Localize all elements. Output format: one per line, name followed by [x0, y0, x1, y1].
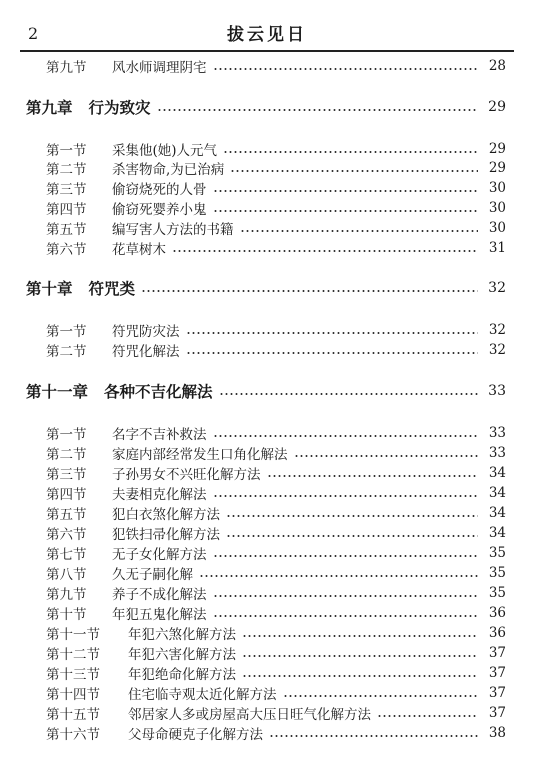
toc-chapter-row [0, 95, 534, 119]
entry-title: 各种不吉化解法 [104, 383, 213, 401]
entry-title: 风水师调理阴宅 [112, 60, 207, 76]
entry-title: 符咒化解法 [112, 344, 180, 360]
toc-section-row [0, 523, 534, 543]
entry-page-number: 34 [488, 485, 506, 501]
entry-page-number: 33 [488, 383, 506, 399]
page-header [20, 18, 514, 44]
toc-section-row [0, 443, 534, 463]
entry-title: 符咒防灾法 [112, 324, 180, 340]
dot-leader [242, 675, 478, 677]
entry-page-number: 34 [488, 525, 506, 541]
dot-leader [172, 250, 478, 252]
entry-page-number: 30 [488, 200, 506, 216]
toc-section-row [0, 723, 534, 743]
entry-title: 父母命硬克子化解方法 [128, 727, 263, 743]
entry-number: 第十一章 [26, 383, 89, 401]
dot-leader [157, 109, 478, 111]
entry-page-number: 32 [488, 342, 506, 358]
toc-section-row [0, 158, 534, 178]
dot-leader [242, 655, 478, 657]
toc-section-row [0, 238, 534, 258]
dot-leader [213, 210, 479, 212]
entry-title: 采集他(她)人元气 [112, 143, 218, 159]
entry-title: 偷窃死婴养小鬼 [112, 202, 207, 218]
dot-leader [242, 635, 478, 637]
entry-page-number: 37 [488, 665, 506, 681]
entry-title: 花草树木 [112, 242, 166, 258]
entry-number: 第九节 [46, 60, 87, 76]
entry-title: 邻居家人多或房屋高大压日旺气化解方法 [128, 707, 371, 723]
entry-number: 第七节 [46, 547, 87, 563]
entry-number: 第十六节 [46, 727, 100, 743]
page-number: 2 [28, 24, 39, 43]
entry-number: 第一节 [46, 427, 87, 443]
entry-title: 夫妻相克化解法 [112, 487, 207, 503]
entry-page-number: 33 [488, 425, 506, 441]
dot-leader [186, 352, 479, 354]
entry-page-number: 35 [488, 545, 506, 561]
entry-title: 符咒类 [88, 280, 136, 298]
entry-title: 杀害物命,为已治病 [112, 162, 225, 178]
entry-number: 第十二节 [46, 647, 100, 663]
entry-number: 第十四节 [46, 687, 100, 703]
entry-page-number: 35 [488, 585, 506, 601]
toc-section-row [0, 563, 534, 583]
dot-leader [213, 435, 479, 437]
toc-section-row [0, 56, 534, 76]
dot-leader [240, 230, 479, 232]
entry-page-number: 33 [488, 445, 506, 461]
entry-title: 年犯六害化解方法 [128, 647, 236, 663]
entry-title: 久无子嗣化解 [112, 567, 193, 583]
toc-section-row [0, 198, 534, 218]
toc-chapter-row [0, 379, 534, 403]
entry-page-number: 32 [488, 322, 506, 338]
entry-title: 无子女化解方法 [112, 547, 207, 563]
entry-number: 第九章 [26, 99, 73, 117]
toc-section-row [0, 218, 534, 238]
dot-leader [230, 170, 478, 172]
entry-page-number: 31 [488, 240, 506, 256]
entry-page-number: 29 [488, 141, 506, 157]
toc-section-row [0, 543, 534, 563]
entry-page-number: 36 [488, 625, 506, 641]
entry-number: 第十一节 [46, 627, 100, 643]
dot-leader [199, 575, 478, 577]
entry-page-number: 34 [488, 505, 506, 521]
entry-title: 偷窃烧死的人骨 [112, 182, 207, 198]
entry-number: 第五节 [46, 507, 87, 523]
entry-number: 第四节 [46, 487, 87, 503]
dot-leader [213, 555, 479, 557]
dot-leader [141, 290, 478, 292]
entry-title: 住宅临寺观太近化解方法 [128, 687, 277, 703]
entry-title: 编写害人方法的书籍 [112, 222, 234, 238]
dot-leader [269, 735, 478, 737]
entry-title: 犯铁扫帚化解方法 [112, 527, 220, 543]
toc-section-row [0, 340, 534, 360]
toc-section-row [0, 583, 534, 603]
dot-leader [223, 151, 478, 153]
entry-number: 第三节 [46, 182, 87, 198]
toc-section-row [0, 663, 534, 683]
entry-number: 第十节 [46, 607, 87, 623]
entry-page-number: 30 [488, 180, 506, 196]
dot-leader [219, 393, 478, 395]
entry-number: 第二节 [46, 162, 87, 178]
entry-title: 名字不吉补救法 [112, 427, 207, 443]
toc-section-row [0, 703, 534, 723]
entry-number: 第一节 [46, 143, 87, 159]
entry-number: 第三节 [46, 467, 87, 483]
dot-leader [213, 615, 479, 617]
dot-leader [283, 695, 479, 697]
entry-number: 第二节 [46, 447, 87, 463]
toc-section-row [0, 643, 534, 663]
entry-number: 第六节 [46, 527, 87, 543]
toc-section-row [0, 139, 534, 159]
book-title: 拔云见日 [227, 25, 307, 45]
toc-section-row [0, 178, 534, 198]
dot-leader [377, 715, 478, 717]
toc-section-row [0, 683, 534, 703]
entry-number: 第四节 [46, 202, 87, 218]
entry-number: 第十五节 [46, 707, 100, 723]
toc-section-row [0, 503, 534, 523]
entry-page-number: 30 [488, 220, 506, 236]
toc-section-row [0, 603, 534, 623]
dot-leader [213, 495, 479, 497]
dot-leader [213, 68, 479, 70]
toc-section-row [0, 320, 534, 340]
toc-section-row [0, 463, 534, 483]
dot-leader [213, 190, 479, 192]
entry-title: 家庭内部经常发生口角化解法 [112, 447, 288, 463]
entry-number: 第五节 [46, 222, 87, 238]
toc-section-row [0, 423, 534, 443]
entry-number: 第十三节 [46, 667, 100, 683]
entry-page-number: 29 [488, 160, 506, 176]
entry-title: 年犯六煞化解方法 [128, 627, 236, 643]
entry-page-number: 28 [488, 58, 506, 74]
entry-page-number: 34 [488, 465, 506, 481]
entry-number: 第一节 [46, 324, 87, 340]
entry-title: 年犯绝命化解方法 [128, 667, 236, 683]
entry-title: 犯白衣煞化解方法 [112, 507, 220, 523]
dot-leader [294, 455, 479, 457]
entry-page-number: 35 [488, 565, 506, 581]
header-rule [20, 50, 514, 52]
entry-page-number: 38 [488, 725, 506, 741]
toc-section-row [0, 623, 534, 643]
entry-page-number: 32 [488, 280, 506, 296]
dot-leader [186, 332, 479, 334]
entry-number: 第九节 [46, 587, 87, 603]
toc-section-row [0, 483, 534, 503]
entry-page-number: 29 [488, 99, 506, 115]
entry-title: 养子不成化解法 [112, 587, 207, 603]
entry-title: 年犯五鬼化解法 [112, 607, 207, 623]
entry-page-number: 37 [488, 705, 506, 721]
entry-page-number: 36 [488, 605, 506, 621]
entry-number: 第八节 [46, 567, 87, 583]
dot-leader [213, 595, 479, 597]
toc-chapter-row [0, 276, 534, 300]
dot-leader [267, 475, 479, 477]
entry-page-number: 37 [488, 685, 506, 701]
dot-leader [226, 535, 478, 537]
dot-leader [226, 515, 478, 517]
entry-title: 行为致灾 [88, 99, 151, 117]
entry-number: 第六节 [46, 242, 87, 258]
entry-number: 第二节 [46, 344, 87, 360]
entry-number: 第十章 [26, 280, 73, 298]
entry-title: 子孙男女不兴旺化解方法 [112, 467, 261, 483]
entry-page-number: 37 [488, 645, 506, 661]
